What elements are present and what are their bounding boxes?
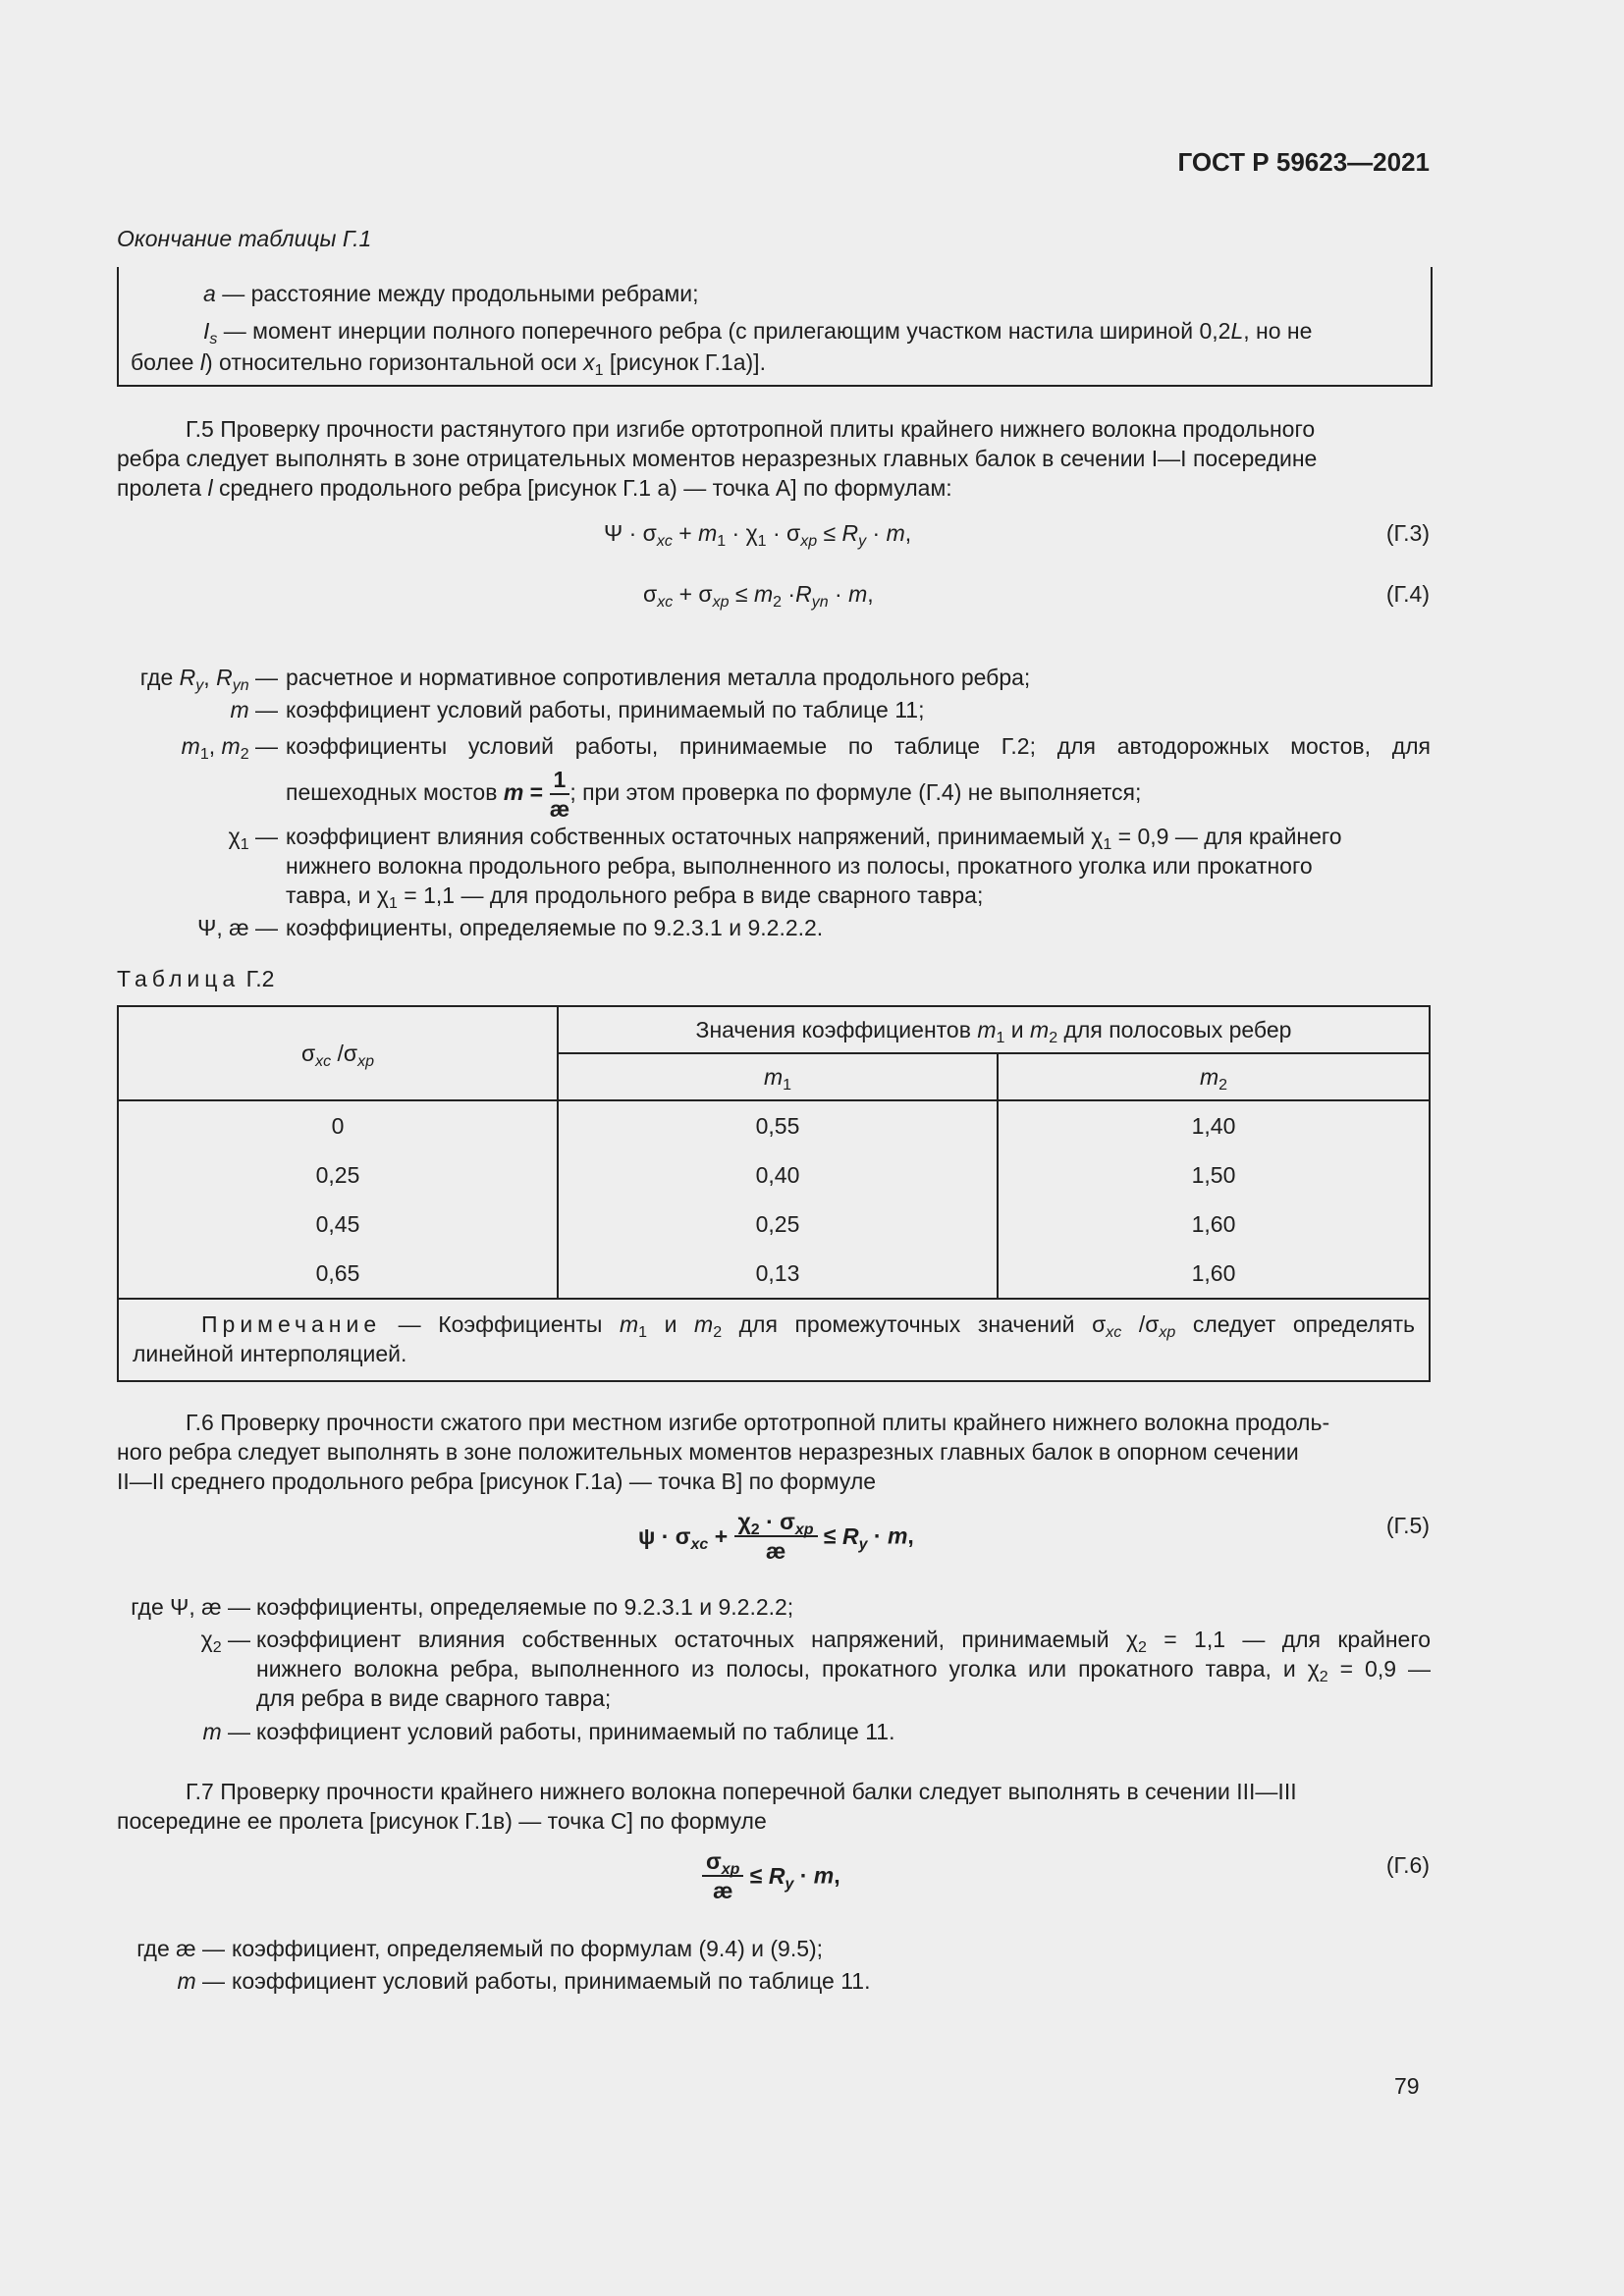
def-val-chi1-line3: тавра, и $\chi_1 = 1,1$ — для продольного ребра в виде сварного тавра; (286, 882, 984, 912)
def-key-m12: $m_1$, $m_2$ — (181, 733, 278, 763)
def2-val-chi2-line3: для ребра в виде сварного тавра; (256, 1685, 612, 1711)
standard-header: ГОСТ Р 59623—2021 (1177, 147, 1430, 177)
table-g2 (117, 1005, 1431, 1382)
def2-val-chi2-line2: нижнего волокна ребра, выполненного из полосы, прокатного уголка или прокатного тавра, и $\chi_2 = 0,9$ — (256, 1656, 1431, 1685)
formula-g5: $\psi \cdot \sigma_{xc}$ + $\frac{\chi_2 \cdot \sigma_{xp}}{æ}$ ≤ $R_y \cdot m$, (638, 1509, 914, 1564)
table-g2-caption: Таблица Г.2 (117, 966, 275, 991)
table-g1-line-a: a — расстояние между продольными ребрами; (203, 281, 699, 306)
def-val-m: коэффициент условий работы, принимаемый по таблице 11; (286, 697, 925, 722)
definitions-g5 (0, 663, 1624, 957)
g5-line-3: пролета l среднего продольного ребра [рисунок Г.1 а) — точка А] по формулам: (117, 475, 952, 501)
def3-val-ae: коэффициент, определяемый по формулам (9.4) и (9.5); (232, 1936, 824, 1961)
fraction-one-ae: $\frac{1}{æ}$ (549, 767, 570, 822)
def-key-psi: Ψ, æ — (197, 915, 278, 940)
page-number: 79 (1394, 2073, 1420, 2099)
def3-key-m: m — (177, 1968, 225, 1994)
def-val-psi: коэффициенты, определяемые по 9.2.3.1 и 9.2.2.2. (286, 915, 824, 940)
def2-key-m: m — (202, 1719, 250, 1744)
g6-line-1: Г.6 Проверку прочности сжатого при местном изгибе ортотропной плиты крайнего нижнего волокна продоль- (186, 1410, 1330, 1435)
definitions-g7 (0, 1934, 1624, 2002)
def2-val-chi2: коэффициент влияния собственных остаточных напряжений, принимаемый $\chi_2 = 1,1$ — для крайнего (256, 1627, 1431, 1656)
table-row: 0 0,55 1,40 (118, 1100, 1430, 1150)
table-row: 0,25 0,40 1,50 (118, 1150, 1430, 1200)
def-val-chi1-line2: нижнего волокна продольного ребра, выполненного из полосы, прокатного уголка или прокатного (286, 853, 1313, 879)
table-g2-note: Примечание — Коэффициенты $m_1$ и $m_2$ для промежуточных значений $\sigma_{xc}$ $/\sigma_{xp}$ следует определять линейной интерполяцией. (118, 1299, 1430, 1381)
formula-g6: $\frac{\sigma_{xp}}{æ}$ ≤ $R_y \cdot m$, (702, 1847, 840, 1904)
table-g1-line-is: $I_s$ — момент инерции полного поперечного ребра (с прилегающим участком настила шириной 0,2L, но не (203, 318, 1313, 347)
def-val-chi1: коэффициент влияния собственных остаточных напряжений, принимаемый $\chi_1 = 0,9$ — для крайнего (286, 824, 1342, 853)
g5-line-1: Г.5 Проверку прочности растянутого при изгибе ортотропной плиты крайнего нижнего волокна продольного (186, 416, 1316, 442)
def-key-m: m — (230, 697, 278, 722)
def-val-m12: коэффициенты условий работы, принимаемые по таблице Г.2; для автодорожных мостов, для (286, 733, 1431, 759)
g7-line-1: Г.7 Проверку прочности крайнего нижнего волокна поперечной балки следует выполнять в сечении III—III (186, 1779, 1297, 1804)
def2-val-psi: коэффициенты, определяемые по 9.2.3.1 и 9.2.2.2; (256, 1594, 794, 1620)
formula-g6-number: (Г.6) (1385, 1852, 1430, 1878)
g5-line-2: ребра следует выполнять в зоне отрицательных моментов неразрезных главных балок в сечении I—I посередине (117, 446, 1318, 471)
table-g1-line-more: более l) относительно горизонтальной оси $x_1$ [рисунок Г.1а)]. (131, 349, 766, 379)
formula-g4-number: (Г.4) (1385, 581, 1430, 607)
table-row: 0,65 0,13 1,60 (118, 1249, 1430, 1299)
def-key-chi1: $\chi_1$ — (228, 824, 278, 853)
def2-key-psi: где Ψ, æ — (131, 1594, 250, 1620)
definitions-g6 (0, 1592, 1624, 1749)
g6-line-3: II—II среднего продольного ребра [рисунок Г.1а) — точка В] по формуле (117, 1468, 877, 1494)
g6-line-2: ного ребра следует выполнять в зоне положительных моментов неразрезных главных балок в опорном сечении (117, 1439, 1299, 1465)
formula-g3-number: (Г.3) (1385, 520, 1430, 546)
table-g2-header-m2: $m_2$ (998, 1053, 1430, 1100)
table-g2-header-m1: $m_1$ (558, 1053, 998, 1100)
table-g2-header-ratio: $\sigma_{xc}$ $/\sigma_{xp}$ (118, 1006, 558, 1100)
g7-line-2: посередине ее пролета [рисунок Г.1в) — точка С] по формуле (117, 1808, 767, 1834)
formula-g4: $\sigma_{xc} + \sigma_{xp} \le m_2 \cdot R_{yn} \cdot m$, (643, 581, 874, 611)
def3-val-m: коэффициент условий работы, принимаемый по таблице 11. (232, 1968, 871, 1994)
formula-g3: $\Psi \cdot \sigma_{xc} + m_1 \cdot \chi_1 \cdot \sigma_{xp} \le R_y \cdot m$, (604, 520, 912, 550)
formula-g5-number: (Г.5) (1385, 1513, 1430, 1538)
def2-val-m: коэффициент условий работы, принимаемый по таблице 11. (256, 1719, 895, 1744)
def-val-r: расчетное и нормативное сопротивления металла продольного ребра; (286, 665, 1031, 690)
def2-key-chi2: $\chi_2$ — (200, 1627, 250, 1656)
def-key-r: где $R_y$, $R_{yn}$ — (139, 665, 278, 694)
def-val-m12-line2: пешеходных мостов m = $\frac{1}{æ}$ ; при этом проверка по формуле (Г.4) не выполняется; (286, 767, 1142, 822)
continuation-title: Окончание таблицы Г.1 (117, 226, 372, 251)
table-g1-end (117, 267, 1433, 387)
table-g2-header-group: Значения коэффициентов $m_1$ и $m_2$ для полосовых ребер (558, 1006, 1430, 1053)
table-row: 0,45 0,25 1,60 (118, 1200, 1430, 1249)
def3-key-ae: где æ — (136, 1936, 225, 1961)
